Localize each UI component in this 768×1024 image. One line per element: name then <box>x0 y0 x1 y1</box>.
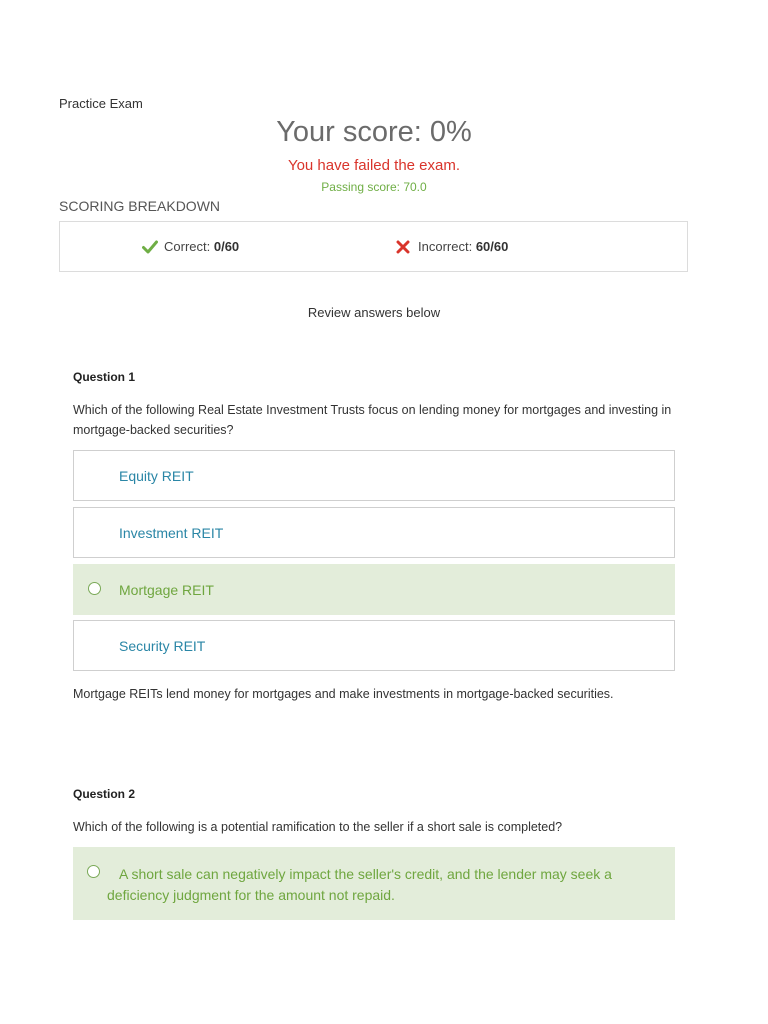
question-1-text: Which of the following Real Estate Investment Trusts focus on lending money for mortgages and investing in mortgage-backed securities? <box>73 403 672 437</box>
incorrect-label: Incorrect: <box>418 239 473 254</box>
answer-option[interactable] <box>73 450 675 501</box>
correct-count <box>142 239 239 254</box>
scoring-breakdown-heading: SCORING BREAKDOWN <box>59 198 221 214</box>
question-2-text: Which of the following is a potential ramification to the seller if a short sale is completed? <box>73 820 563 834</box>
correct-label: Correct: <box>164 239 211 254</box>
answer-option[interactable] <box>73 507 675 558</box>
incorrect-value: 60/60 <box>475 239 509 254</box>
option-label: A short sale can negatively impact the seller's credit, and the lender may seek a deficiency judgment for the amount not repaid. <box>107 866 612 903</box>
fail-message: You have failed the exam. <box>287 157 461 174</box>
option-label: Mortgage REIT <box>119 582 214 598</box>
answer-option-correct[interactable] <box>73 847 675 920</box>
answer-option[interactable] <box>73 620 675 671</box>
x-icon <box>396 240 410 254</box>
check-icon <box>142 240 158 254</box>
scoring-breakdown-box <box>59 221 688 272</box>
correct-value: 0/60 <box>213 239 240 254</box>
question-1-heading: Question 1 <box>73 370 136 384</box>
option-label: Investment REIT <box>119 525 224 541</box>
radio-icon <box>88 582 101 595</box>
answer-option-correct[interactable] <box>73 564 675 615</box>
option-label: Equity REIT <box>119 468 194 484</box>
exam-title: Practice Exam <box>59 96 143 111</box>
option-label: Security REIT <box>119 638 206 654</box>
passing-score: Passing score: 70.0 <box>321 180 427 194</box>
score-heading: Your score: 0% <box>276 116 472 148</box>
review-answers-note: Review answers below <box>307 305 441 320</box>
incorrect-count <box>396 239 508 254</box>
question-2-heading: Question 2 <box>73 787 136 801</box>
radio-icon <box>87 865 100 878</box>
question-1-explanation: Mortgage REITs lend money for mortgages and make investments in mortgage-backed securities. <box>73 687 614 701</box>
